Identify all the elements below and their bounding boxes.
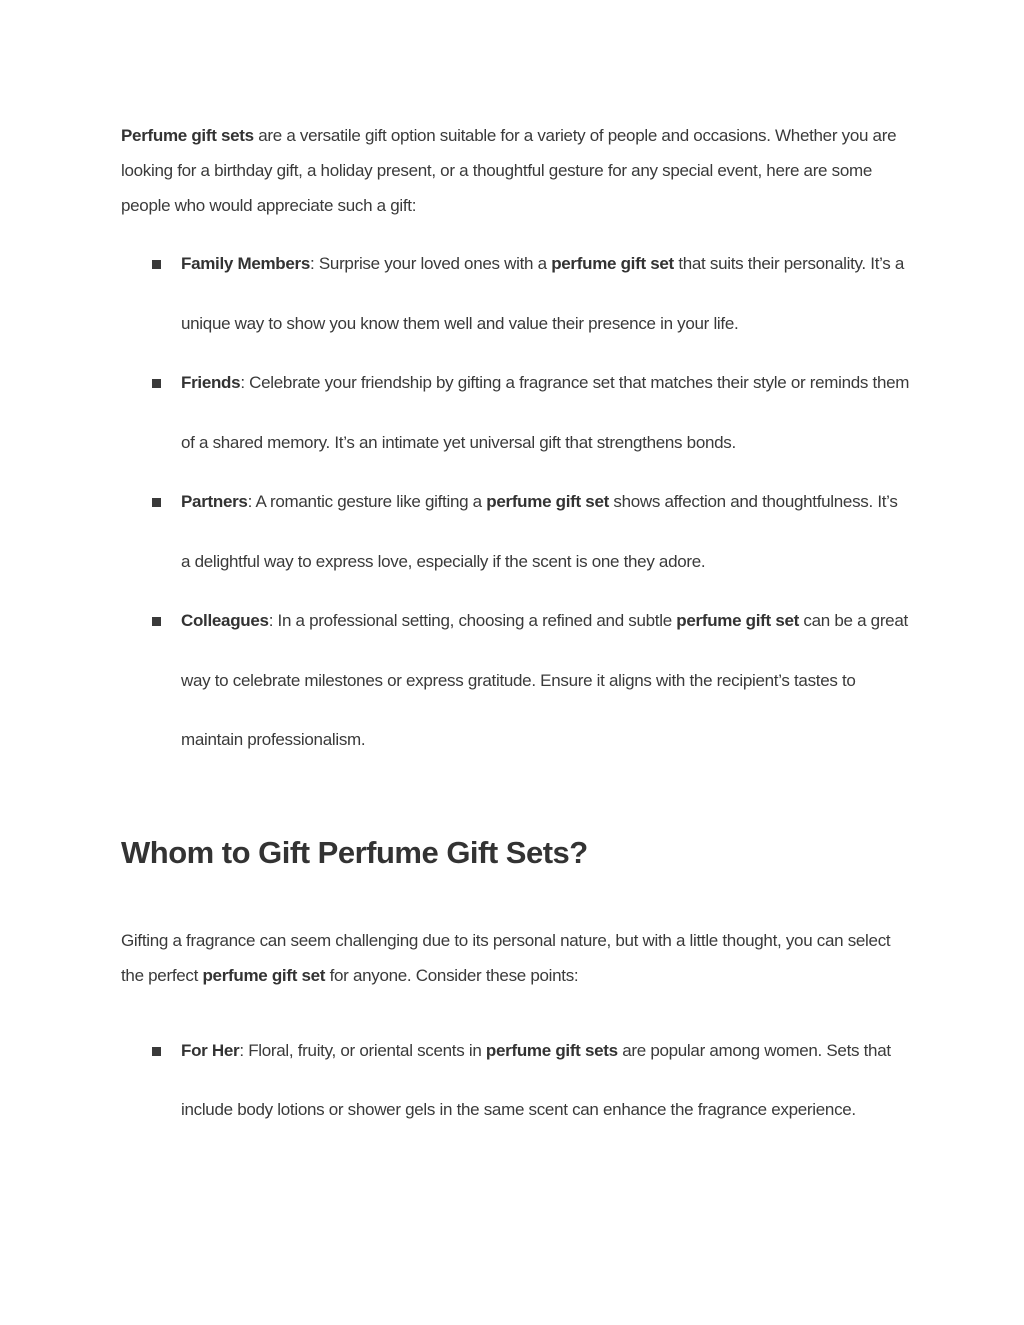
section-text: for anyone. Consider these points: — [325, 965, 579, 985]
item-text: : Floral, fruity, or oriental scents in — [239, 1040, 486, 1060]
item-bold: perfume gift set — [551, 254, 674, 273]
item-text: shows affection and thoughtfulness. It’s a delightful way to express love, especially if the scent is one they adore. — [181, 492, 898, 571]
item-text: : Surprise your loved ones with a — [310, 254, 552, 273]
section-paragraph — [121, 923, 911, 993]
list-item-family-members — [121, 234, 911, 353]
list-item-for-her — [121, 1021, 911, 1140]
recipients-list — [121, 234, 911, 770]
intro-lead: Perfume gift sets — [121, 126, 254, 145]
document-page — [121, 118, 911, 1140]
item-term: Colleagues — [181, 611, 269, 630]
item-text: that suits their personality. It’s a unique way to show you know them well and value their presence in your life. — [181, 254, 905, 333]
item-text: : A romantic gesture like gifting a — [247, 492, 487, 511]
square-bullet-icon — [152, 1047, 161, 1056]
section-bold: perfume gift set — [202, 965, 326, 985]
square-bullet-icon — [152, 379, 161, 388]
square-bullet-icon — [152, 260, 161, 269]
intro-paragraph — [121, 118, 911, 223]
item-term: Family Members — [181, 254, 311, 273]
item-term: Partners — [181, 492, 248, 511]
item-text: : In a professional setting, choosing a refined and subtle — [268, 611, 677, 630]
intro-text: are a versatile gift option suitable for a variety of people and occasions. Whether you are looking for a birthday gift, a holiday present, or a thoughtful gesture for any special event, here are some people who would appreciate such a gift: — [121, 126, 897, 215]
item-term: Friends — [181, 373, 241, 392]
item-bold: perfume gift set — [486, 492, 609, 511]
section-heading: Whom to Gift Perfume Gift Sets? — [121, 834, 588, 870]
item-text: are popular among women. Sets that include body lotions or shower gels in the same scent can enhance the fragrance experience. — [181, 1040, 891, 1119]
item-term: For Her — [181, 1040, 240, 1060]
list-item-colleagues — [121, 591, 911, 770]
item-bold: perfume gift set — [676, 611, 799, 630]
item-text: can be a great way to celebrate milestones or express gratitude. Ensure it aligns with the recipient’s tastes to maintain professionalism. — [181, 611, 908, 749]
list-item-partners — [121, 472, 911, 591]
list-item-friends — [121, 353, 911, 472]
square-bullet-icon — [152, 617, 161, 626]
square-bullet-icon — [152, 498, 161, 507]
item-bold: perfume gift sets — [485, 1040, 618, 1060]
item-text: : Celebrate your friendship by gifting a fragrance set that matches their style or reminds them of a shared memory. It’s an intimate yet universal gift that strengthens bonds. — [181, 373, 910, 452]
points-list — [121, 1021, 911, 1140]
section-text: Gifting a fragrance can seem challenging due to its personal nature, but with a little thought, you can select the perfect — [121, 930, 891, 985]
